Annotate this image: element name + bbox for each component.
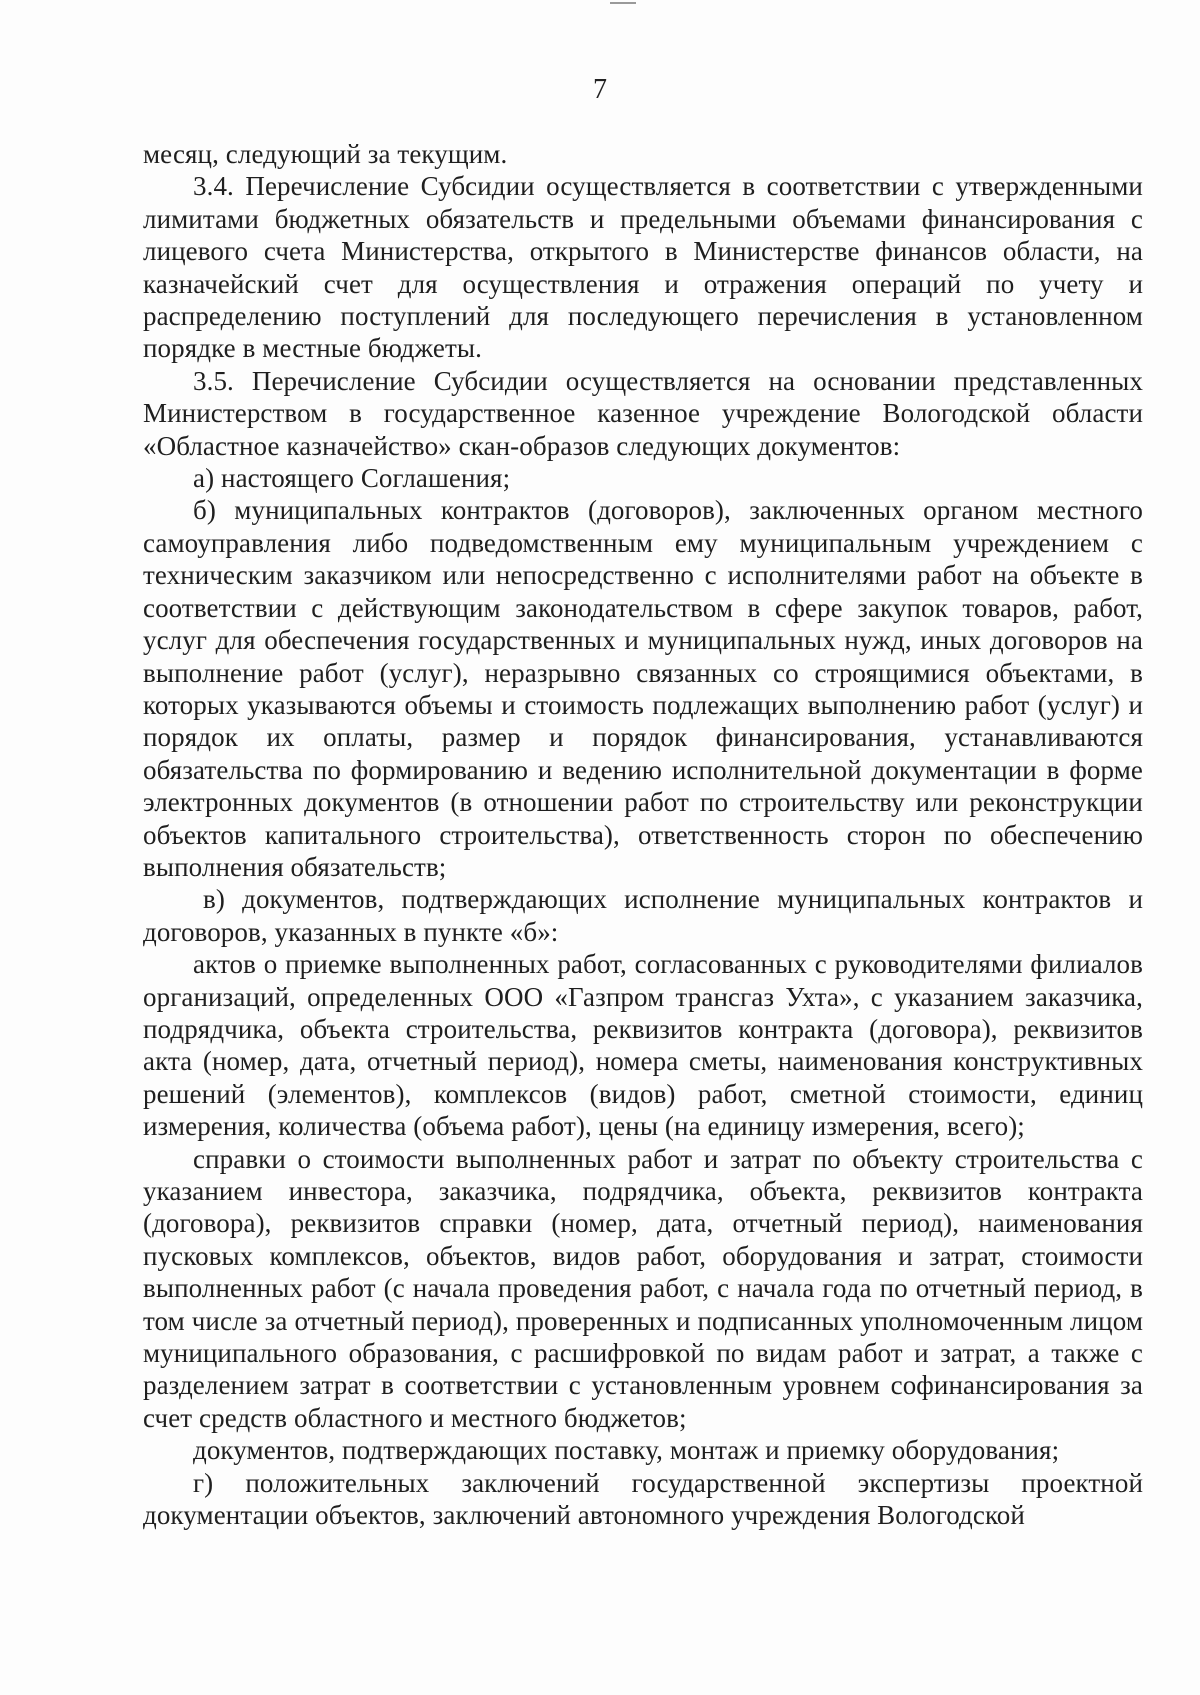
paragraph-3-4: 3.4. Перечисление Субсидии осуществляется в соответствии с утвержденными лимитами бюджетных обязательств и предельными объемами финансирования с лицевого счета Министерства, открытого в Министерстве финансов области, на казначейский счет для осуществления и отражения операций по учету и распределению поступлений для последующего перечисления в установленном порядке в местные бюджеты.: [143, 171, 1143, 364]
paragraph-acts: актов о приемке выполненных работ, согласованных с руководителями филиалов организаций, определенных ООО «Газпром трансгаз Ухта», с указанием заказчика, подрядчика, объекта строительства, реквизитов контракта (договора), реквизитов акта (номер, дата, отчетный период), номера сметы, наименования конструктивных решений (элементов), комплексов (видов) работ, сметной стоимости, единиц измерения, количества (объема работ), цены (на единицу измерения, всего);: [143, 949, 1143, 1142]
item-g: г) положительных заключений государственной экспертизы проектной документации объектов, заключений автономного учреждения Вологодской: [143, 1467, 1143, 1531]
paragraph-certificates: справки о стоимости выполненных работ и затрат по объекту строительства с указанием инвестора, заказчика, подрядчика, объекта, реквизитов контракта (договора), реквизитов справки (номер, дата, отчетный период), наименования пусковых комплексов, объектов, видов работ, оборудования и затрат, стоимости выполненных работ (с начала проведения работ, с начала года по отчетный период, в том числе за отчетный период), проверенных и подписанных уполномоченным лицом муниципального образования, с расшифровкой по видам работ и затрат, а также с разделением затрат в соответствии с установленным уровнем софинансирования за счет средств областного и местного бюджетов;: [143, 1143, 1143, 1433]
item-b: б) муниципальных контрактов (договоров), заключенных органом местного самоуправления либо подведомственным ему муниципальным учреждением с техническим заказчиком или непосредственно с исполнителями работ на объекте в соответствии с действующим законодательством в сфере закупок товаров, работ, услуг для обеспечения государственных и муниципальных нужд, иных договоров на выполнение работ (услуг), неразрывно связанных со строящимися объектами, в которых указываются объемы и стоимость подлежащих выполнению работ (услуг) и порядок их оплаты, размер и порядок финансирования, устанавливаются обязательства по формированию и ведению исполнительной документации в форме электронных документов (в отношении работ по строительству или реконструкции объектов капитального строительства), ответственность сторон по обеспечению выполнения обязательств;: [143, 495, 1143, 882]
paragraph-equipment: документов, подтверждающих поставку, монтаж и приемку оборудования;: [193, 1435, 1060, 1466]
paragraph-3-5: 3.5. Перечисление Субсидии осуществляется на основании представленных Министерством в государственное казенное учреждение Вологодской области «Областное казначейство» скан-образов следующих документов:: [143, 365, 1143, 461]
scan-mark: [610, 2, 636, 4]
paragraph-continuation: месяц, следующий за текущим.: [143, 139, 508, 169]
item-v: в) документов, подтверждающих исполнение муниципальных контрактов и договоров, указанных в пункте «б»:: [143, 884, 1143, 947]
document-body: [143, 138, 1143, 1531]
page-number: 7: [593, 74, 607, 105]
item-a: а) настоящего Соглашения;: [193, 463, 511, 494]
